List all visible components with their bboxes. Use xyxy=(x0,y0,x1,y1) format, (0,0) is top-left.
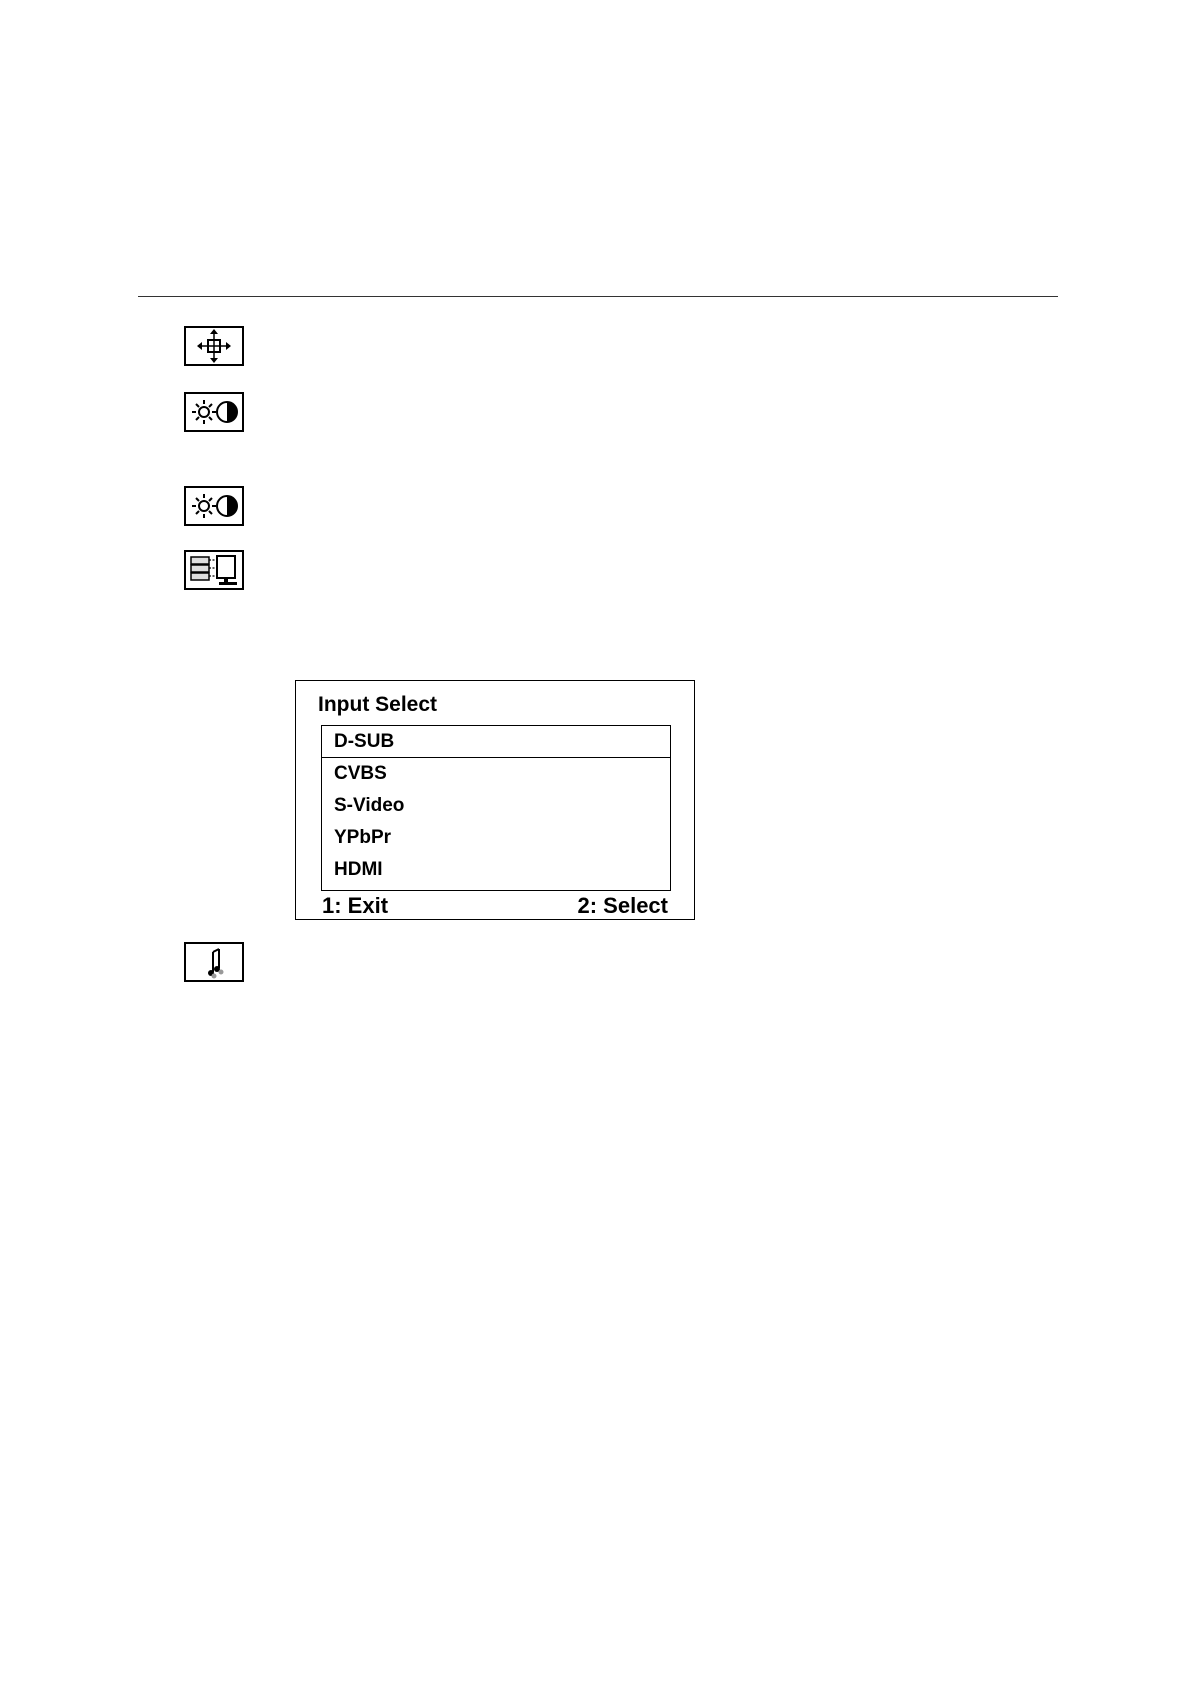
input-option-hdmi[interactable]: HDMI xyxy=(334,859,383,880)
input-option-cvbs[interactable]: CVBS xyxy=(334,763,387,784)
input-option-ypbpr[interactable]: YPbPr xyxy=(334,827,392,848)
panel-title: Input Select xyxy=(318,693,438,716)
select-hint: 2: Select xyxy=(577,893,668,918)
input-list xyxy=(321,725,671,891)
audio-adjust-icon xyxy=(184,942,244,982)
brightness-contrast-icon xyxy=(184,392,244,432)
input-option-svideo[interactable]: S-Video xyxy=(334,795,405,816)
section-divider xyxy=(138,296,1058,297)
input-select-icon xyxy=(184,550,244,590)
input-option-dsub[interactable]: D-SUB xyxy=(322,726,670,758)
exit-hint: 1: Exit xyxy=(322,893,389,918)
input-select-panel xyxy=(295,680,695,920)
brightness-contrast-icon xyxy=(184,486,244,526)
position-adjust-icon xyxy=(184,326,244,366)
